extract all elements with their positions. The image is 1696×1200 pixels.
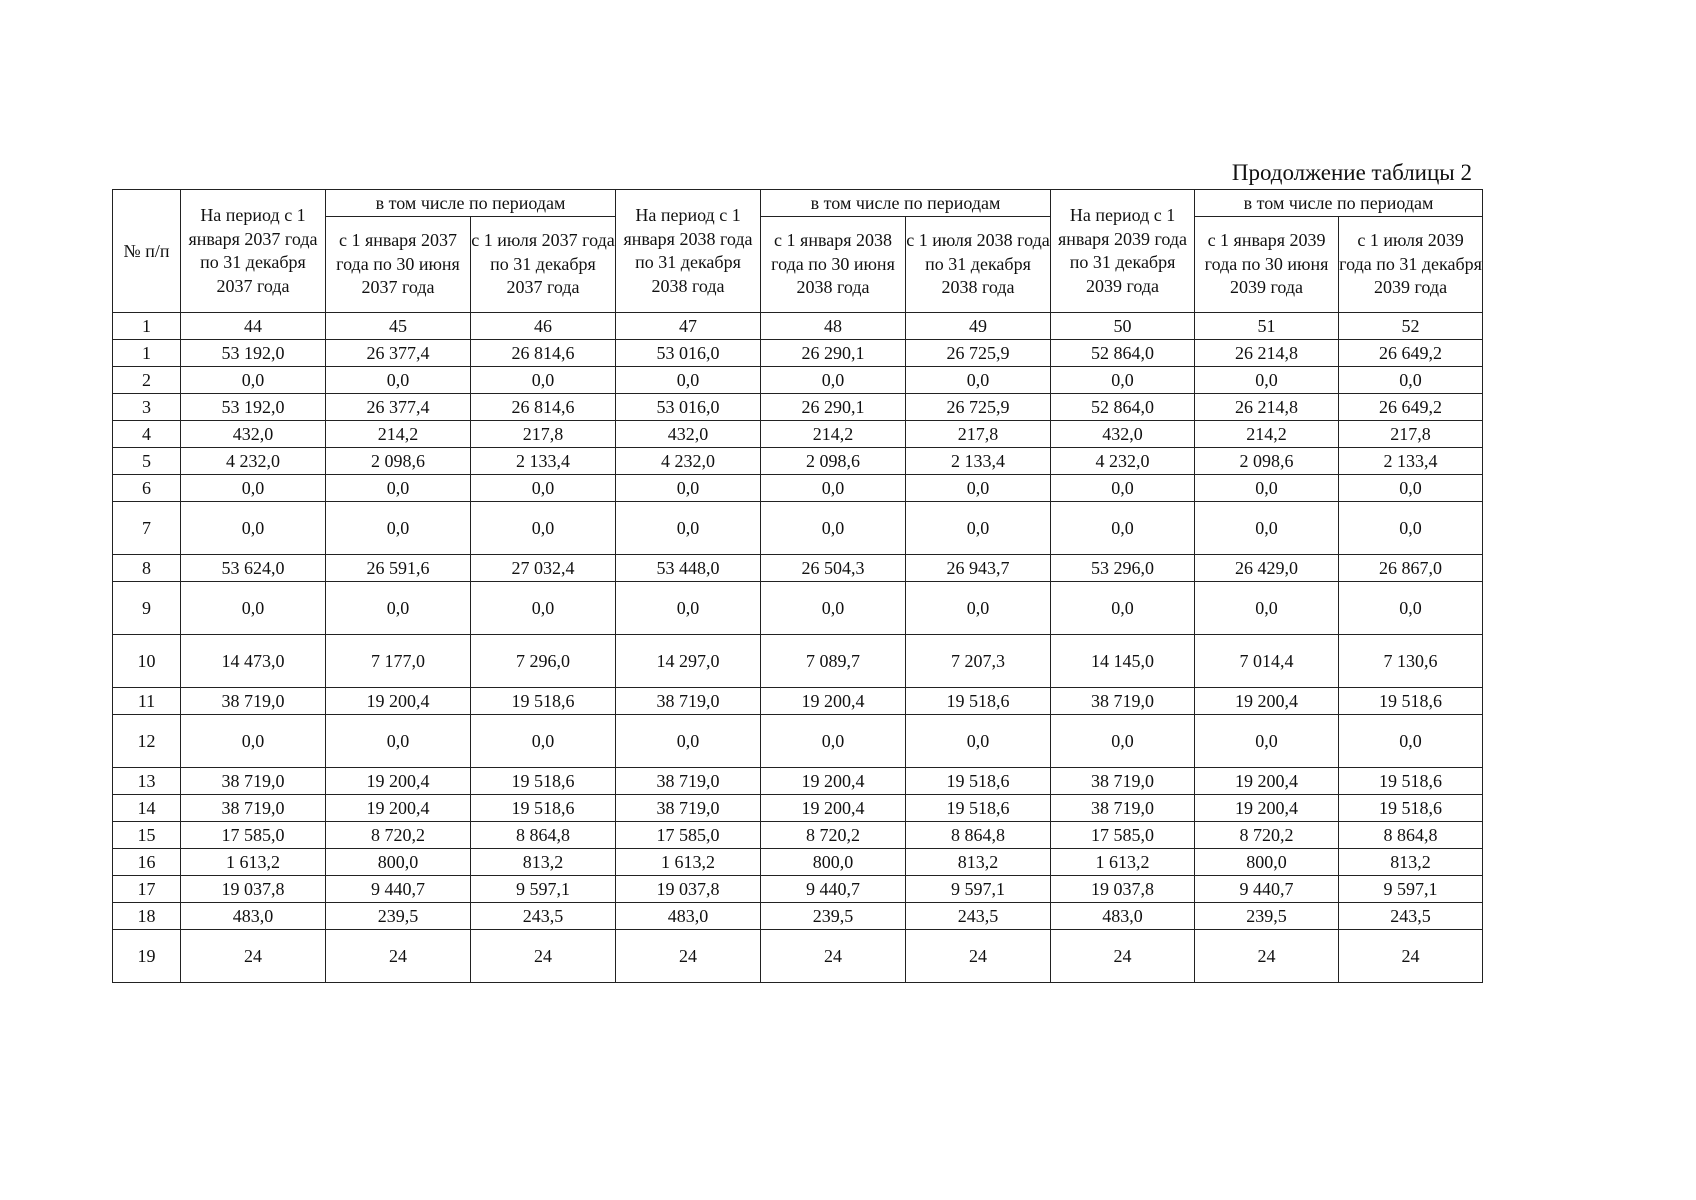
value-cell: 24 (1051, 930, 1195, 983)
value-cell: 432,0 (1051, 421, 1195, 448)
value-cell: 19 037,8 (181, 876, 326, 903)
value-cell: 7 130,6 (1339, 635, 1483, 688)
value-cell: 38 719,0 (181, 795, 326, 822)
value-cell: 0,0 (326, 502, 471, 555)
column-number: 46 (471, 313, 616, 340)
value-cell: 0,0 (1195, 715, 1339, 768)
value-cell: 19 200,4 (1195, 795, 1339, 822)
value-cell: 0,0 (1339, 582, 1483, 635)
column-number: 49 (906, 313, 1051, 340)
row-number-cell: 17 (113, 876, 181, 903)
table-row (113, 340, 1483, 367)
table-caption: Продолжение таблицы 2 (1231, 160, 1472, 185)
value-cell: 0,0 (471, 582, 616, 635)
value-cell: 9 440,7 (761, 876, 906, 903)
value-cell: 26 649,2 (1339, 394, 1483, 421)
table-row (113, 795, 1483, 822)
value-cell: 9 597,1 (906, 876, 1051, 903)
value-cell: 800,0 (761, 849, 906, 876)
value-cell: 2 133,4 (1339, 448, 1483, 475)
table-row (113, 715, 1483, 768)
value-cell: 0,0 (906, 502, 1051, 555)
value-cell: 0,0 (1195, 502, 1339, 555)
value-cell: 239,5 (1195, 903, 1339, 930)
header-period-2038: На период с 1 января 2038 года по 31 декабря 2038 года (616, 190, 761, 313)
table-row (113, 876, 1483, 903)
table-row (113, 502, 1483, 555)
table-row (113, 582, 1483, 635)
header-h1-2039: с 1 января 2039 года по 30 июня 2039 года (1195, 217, 1339, 313)
value-cell: 0,0 (1195, 367, 1339, 394)
value-cell: 38 719,0 (1051, 795, 1195, 822)
value-cell: 19 200,4 (761, 688, 906, 715)
value-cell: 26 429,0 (1195, 555, 1339, 582)
value-cell: 26 290,1 (761, 340, 906, 367)
value-cell: 17 585,0 (1051, 822, 1195, 849)
value-cell: 0,0 (616, 715, 761, 768)
value-cell: 19 037,8 (616, 876, 761, 903)
value-cell: 432,0 (616, 421, 761, 448)
value-cell: 813,2 (471, 849, 616, 876)
value-cell: 0,0 (1339, 502, 1483, 555)
value-cell: 0,0 (1339, 475, 1483, 502)
header-including-2037: в том числе по периодам (326, 190, 616, 217)
value-cell: 24 (326, 930, 471, 983)
table-row (113, 930, 1483, 983)
value-cell: 53 296,0 (1051, 555, 1195, 582)
column-number: 52 (1339, 313, 1483, 340)
value-cell: 53 192,0 (181, 340, 326, 367)
value-cell: 19 200,4 (1195, 688, 1339, 715)
value-cell: 8 864,8 (906, 822, 1051, 849)
value-cell: 19 200,4 (326, 795, 471, 822)
value-cell: 38 719,0 (616, 688, 761, 715)
value-cell: 24 (471, 930, 616, 983)
value-cell: 9 440,7 (1195, 876, 1339, 903)
value-cell: 483,0 (1051, 903, 1195, 930)
value-cell: 7 177,0 (326, 635, 471, 688)
row-number-cell: 14 (113, 795, 181, 822)
value-cell: 0,0 (181, 715, 326, 768)
value-cell: 26 649,2 (1339, 340, 1483, 367)
value-cell: 0,0 (471, 367, 616, 394)
value-cell: 0,0 (761, 715, 906, 768)
value-cell: 239,5 (761, 903, 906, 930)
value-cell: 19 518,6 (471, 795, 616, 822)
value-cell: 38 719,0 (181, 688, 326, 715)
value-cell: 8 864,8 (1339, 822, 1483, 849)
column-number: 50 (1051, 313, 1195, 340)
value-cell: 0,0 (1051, 502, 1195, 555)
value-cell: 483,0 (181, 903, 326, 930)
value-cell: 2 098,6 (326, 448, 471, 475)
row-number-cell: 11 (113, 688, 181, 715)
table-row (113, 822, 1483, 849)
value-cell: 19 518,6 (1339, 688, 1483, 715)
value-cell: 239,5 (326, 903, 471, 930)
row-number-cell: 15 (113, 822, 181, 849)
value-cell: 243,5 (906, 903, 1051, 930)
table-row (113, 688, 1483, 715)
table-row (113, 448, 1483, 475)
value-cell: 0,0 (1051, 582, 1195, 635)
value-cell: 27 032,4 (471, 555, 616, 582)
value-cell: 26 214,8 (1195, 394, 1339, 421)
value-cell: 4 232,0 (616, 448, 761, 475)
value-cell: 9 597,1 (1339, 876, 1483, 903)
value-cell: 1 613,2 (181, 849, 326, 876)
value-cell: 0,0 (326, 582, 471, 635)
value-cell: 19 518,6 (906, 795, 1051, 822)
row-number-cell: 16 (113, 849, 181, 876)
value-cell: 24 (906, 930, 1051, 983)
table-row (113, 555, 1483, 582)
value-cell: 0,0 (1051, 475, 1195, 502)
row-number-cell: 13 (113, 768, 181, 795)
value-cell: 0,0 (471, 502, 616, 555)
value-cell: 24 (181, 930, 326, 983)
header-period-2037: На период с 1 января 2037 года по 31 декабря 2037 года (181, 190, 326, 313)
header-including-2038: в том числе по периодам (761, 190, 1051, 217)
value-cell: 0,0 (181, 367, 326, 394)
value-cell: 19 037,8 (1051, 876, 1195, 903)
value-cell: 9 597,1 (471, 876, 616, 903)
column-number: 47 (616, 313, 761, 340)
value-cell: 53 192,0 (181, 394, 326, 421)
value-cell: 38 719,0 (616, 795, 761, 822)
value-cell: 7 014,4 (1195, 635, 1339, 688)
column-number: 1 (113, 313, 181, 340)
value-cell: 214,2 (761, 421, 906, 448)
value-cell: 19 518,6 (906, 768, 1051, 795)
row-number-cell: 19 (113, 930, 181, 983)
value-cell: 26 814,6 (471, 340, 616, 367)
value-cell: 0,0 (616, 502, 761, 555)
row-number-cell: 2 (113, 367, 181, 394)
value-cell: 2 133,4 (906, 448, 1051, 475)
column-number: 51 (1195, 313, 1339, 340)
value-cell: 26 725,9 (906, 340, 1051, 367)
value-cell: 19 200,4 (761, 768, 906, 795)
value-cell: 0,0 (471, 715, 616, 768)
value-cell: 26 725,9 (906, 394, 1051, 421)
value-cell: 0,0 (326, 715, 471, 768)
value-cell: 4 232,0 (181, 448, 326, 475)
column-number: 45 (326, 313, 471, 340)
table-row (113, 367, 1483, 394)
value-cell: 0,0 (1195, 582, 1339, 635)
value-cell: 2 098,6 (761, 448, 906, 475)
header-including-2039: в том числе по периодам (1195, 190, 1483, 217)
value-cell: 0,0 (1051, 715, 1195, 768)
value-cell: 0,0 (1339, 715, 1483, 768)
value-cell: 1 613,2 (616, 849, 761, 876)
value-cell: 26 504,3 (761, 555, 906, 582)
value-cell: 0,0 (471, 475, 616, 502)
value-cell: 26 377,4 (326, 340, 471, 367)
value-cell: 217,8 (471, 421, 616, 448)
value-cell: 800,0 (1195, 849, 1339, 876)
row-number-cell: 9 (113, 582, 181, 635)
value-cell: 24 (1339, 930, 1483, 983)
value-cell: 38 719,0 (1051, 768, 1195, 795)
header-h2-2039: с 1 июля 2039 года по 31 декабря 2039 года (1339, 217, 1483, 313)
value-cell: 26 943,7 (906, 555, 1051, 582)
header-h1-2038: с 1 января 2038 года по 30 июня 2038 года (761, 217, 906, 313)
value-cell: 483,0 (616, 903, 761, 930)
table-row (113, 768, 1483, 795)
table-row (113, 421, 1483, 448)
value-cell: 800,0 (326, 849, 471, 876)
value-cell: 0,0 (761, 502, 906, 555)
value-cell: 26 814,6 (471, 394, 616, 421)
value-cell: 19 200,4 (326, 768, 471, 795)
header-row-number: № п/п (113, 190, 181, 313)
value-cell: 7 296,0 (471, 635, 616, 688)
value-cell: 8 864,8 (471, 822, 616, 849)
row-number-cell: 1 (113, 340, 181, 367)
header-h2-2038: с 1 июля 2038 года по 31 декабря 2038 года (906, 217, 1051, 313)
value-cell: 0,0 (906, 367, 1051, 394)
value-cell: 14 297,0 (616, 635, 761, 688)
value-cell: 2 133,4 (471, 448, 616, 475)
value-cell: 53 016,0 (616, 394, 761, 421)
value-cell: 19 518,6 (1339, 795, 1483, 822)
value-cell: 0,0 (906, 582, 1051, 635)
value-cell: 19 518,6 (1339, 768, 1483, 795)
value-cell: 8 720,2 (1195, 822, 1339, 849)
value-cell: 243,5 (471, 903, 616, 930)
value-cell: 19 518,6 (471, 688, 616, 715)
value-cell: 53 016,0 (616, 340, 761, 367)
value-cell: 432,0 (181, 421, 326, 448)
value-cell: 24 (761, 930, 906, 983)
value-cell: 0,0 (181, 502, 326, 555)
value-cell: 217,8 (1339, 421, 1483, 448)
row-number-cell: 10 (113, 635, 181, 688)
value-cell: 17 585,0 (181, 822, 326, 849)
value-cell: 24 (616, 930, 761, 983)
row-number-cell: 3 (113, 394, 181, 421)
table-row (113, 635, 1483, 688)
value-cell: 813,2 (1339, 849, 1483, 876)
value-cell: 0,0 (761, 582, 906, 635)
value-cell: 214,2 (1195, 421, 1339, 448)
value-cell: 0,0 (906, 475, 1051, 502)
column-number: 48 (761, 313, 906, 340)
value-cell: 53 448,0 (616, 555, 761, 582)
value-cell: 14 145,0 (1051, 635, 1195, 688)
table-row (113, 475, 1483, 502)
value-cell: 0,0 (616, 475, 761, 502)
value-cell: 0,0 (761, 475, 906, 502)
value-cell: 19 200,4 (761, 795, 906, 822)
value-cell: 19 518,6 (471, 768, 616, 795)
value-cell: 26 290,1 (761, 394, 906, 421)
value-cell: 813,2 (906, 849, 1051, 876)
value-cell: 0,0 (326, 475, 471, 502)
value-cell: 19 518,6 (906, 688, 1051, 715)
value-cell: 0,0 (906, 715, 1051, 768)
row-number-cell: 4 (113, 421, 181, 448)
value-cell: 243,5 (1339, 903, 1483, 930)
value-cell: 38 719,0 (181, 768, 326, 795)
value-cell: 14 473,0 (181, 635, 326, 688)
value-cell: 8 720,2 (326, 822, 471, 849)
row-number-cell: 7 (113, 502, 181, 555)
value-cell: 38 719,0 (616, 768, 761, 795)
value-cell: 19 200,4 (1195, 768, 1339, 795)
header-h1-2037: с 1 января 2037 года по 30 июня 2037 года (326, 217, 471, 313)
data-table (112, 189, 1483, 983)
value-cell: 7 089,7 (761, 635, 906, 688)
value-cell: 24 (1195, 930, 1339, 983)
table-row (113, 849, 1483, 876)
value-cell: 19 200,4 (326, 688, 471, 715)
value-cell: 26 591,6 (326, 555, 471, 582)
header-h2-2037: с 1 июля 2037 года по 31 декабря 2037 года (471, 217, 616, 313)
value-cell: 7 207,3 (906, 635, 1051, 688)
value-cell: 4 232,0 (1051, 448, 1195, 475)
row-number-cell: 6 (113, 475, 181, 502)
row-number-cell: 12 (113, 715, 181, 768)
value-cell: 217,8 (906, 421, 1051, 448)
table-row (113, 394, 1483, 421)
value-cell: 0,0 (616, 582, 761, 635)
value-cell: 26 867,0 (1339, 555, 1483, 582)
value-cell: 1 613,2 (1051, 849, 1195, 876)
value-cell: 0,0 (761, 367, 906, 394)
value-cell: 17 585,0 (616, 822, 761, 849)
value-cell: 52 864,0 (1051, 394, 1195, 421)
value-cell: 9 440,7 (326, 876, 471, 903)
row-number-cell: 5 (113, 448, 181, 475)
value-cell: 52 864,0 (1051, 340, 1195, 367)
value-cell: 38 719,0 (1051, 688, 1195, 715)
value-cell: 0,0 (181, 582, 326, 635)
value-cell: 8 720,2 (761, 822, 906, 849)
value-cell: 0,0 (326, 367, 471, 394)
row-number-cell: 8 (113, 555, 181, 582)
value-cell: 0,0 (1051, 367, 1195, 394)
value-cell: 26 214,8 (1195, 340, 1339, 367)
table-row (113, 903, 1483, 930)
header-period-2039: На период с 1 января 2039 года по 31 декабря 2039 года (1051, 190, 1195, 313)
value-cell: 2 098,6 (1195, 448, 1339, 475)
row-number-cell: 18 (113, 903, 181, 930)
value-cell: 53 624,0 (181, 555, 326, 582)
value-cell: 0,0 (1195, 475, 1339, 502)
value-cell: 0,0 (181, 475, 326, 502)
value-cell: 0,0 (1339, 367, 1483, 394)
value-cell: 0,0 (616, 367, 761, 394)
value-cell: 26 377,4 (326, 394, 471, 421)
column-number: 44 (181, 313, 326, 340)
value-cell: 214,2 (326, 421, 471, 448)
column-number-row (113, 313, 1483, 340)
